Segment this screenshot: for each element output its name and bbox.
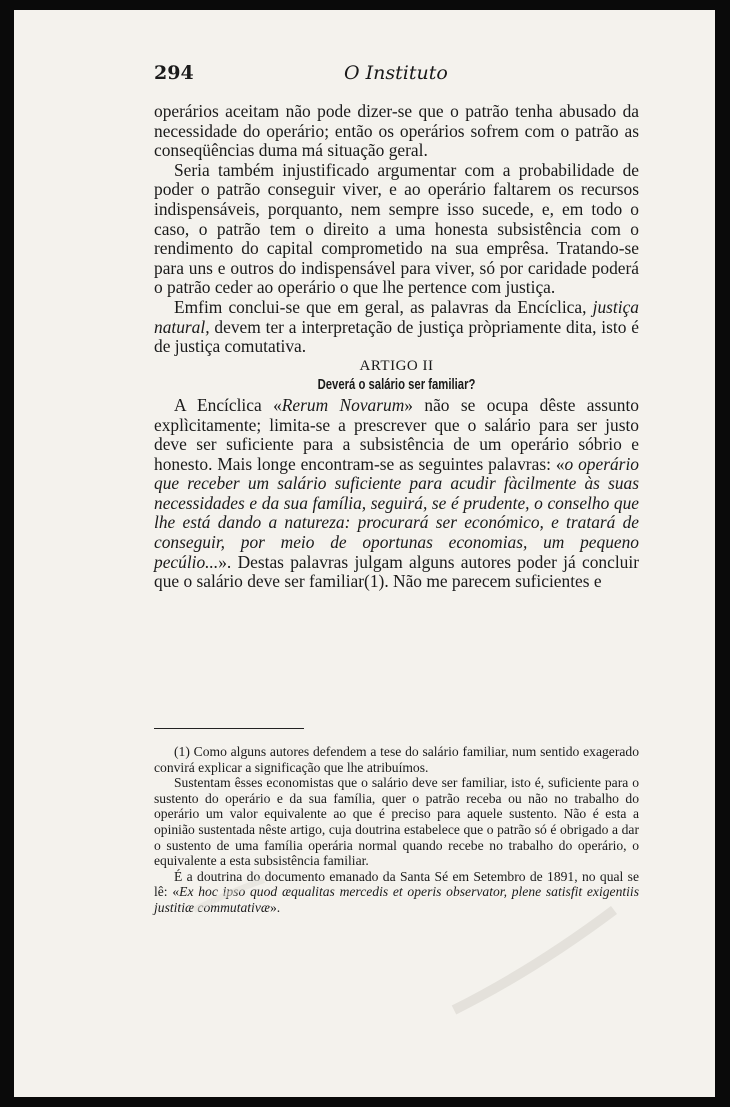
page-number: 294 [154, 62, 194, 84]
body-text [154, 102, 639, 592]
page-header [154, 62, 639, 86]
paragraph-text: ». Destas palavras julgam alguns autores poder já concluir que o salário deve ser familiar(1). Não me parecem suficientes e [154, 551, 639, 592]
italic-latin-quote: Ex hoc ipso quod æqualitas mercedis et operis observator, plene satisfit exigentiis justitiæ commutativæ [154, 884, 639, 915]
article-subtitle: Deverá o salário ser familiar? [317, 377, 476, 394]
paragraph-text: Emfim conclui-se que em geral, as palavras da Encíclica, [174, 296, 593, 317]
footnote-text: ». [269, 899, 281, 915]
paragraph-text: devem ter a interpretação de justiça pròpriamente dita, isto é de justiça comutativa. [154, 316, 639, 357]
running-title: O Instituto [344, 62, 448, 84]
scanned-page [14, 10, 715, 1097]
paragraph [154, 396, 639, 592]
italic-phrase: justiça natural, [154, 296, 639, 337]
paragraph-text: operários aceitam não pode dizer-se que o patrão tenha abusado da necessidade do operário; então os operários sofrem com o patrão as conseqüências duma má situação geral. [154, 101, 639, 161]
footnote [154, 869, 639, 916]
italic-phrase: Rerum Novarum [281, 394, 405, 415]
paragraph-continuation [154, 102, 639, 161]
footnote: Sustentam êsses economistas que o salário deve ser familiar, isto é, suficiente para o sustento do operário e da sua família, quer o patrão receba ou não no trabalho do operário um valor equivalente ao que é preciso para aquele sustento. Não é esta a opinião sustentada nêste artigo, cuja doutrina estabelece que o patrão só é obrigado a dar o sustento de uma família operária normal quando recebe no trabalho do operário, o equivalente a esta subsistência familiar. [154, 775, 639, 869]
paragraph-text: Seria também injustificado argumentar com a probabilidade de poder o patrão conseguir viver, e ao operário faltarem os recursos indispensáveis, porquanto, nem sempre isso sucede, e, em todo o caso, o patrão tem o direito a uma honesta subsistência com o rendimento do capital comprometido na sua emprêsa. Tratando-se para uns e outros do indispensável para viver, só por caridade poderá o patrão ceder ao operário o que lhe pertence com justiça. [154, 159, 639, 298]
italic-quote: o operário que receber um salário suficiente para acudir fàcilmente às suas necessidades e da sua família, seguirá, se é prudente, o conselho que lhe está dando a natureza: procurará ser económico, e tratará de conseguir, por meio de oportunas economias, um pequeno pecúlio... [154, 453, 639, 572]
paragraph [154, 298, 639, 357]
paragraph-text: » não se ocupa dêste assunto explìcitamente; limita-se a prescrever que o salário para ser justo deve ser suficiente para a subsistência de um operário sóbrio e honesto. Mais longe encontram-se as seguintes palavras: « [154, 394, 639, 474]
footnote: (1) Como alguns autores defendem a tese do salário familiar, num sentido exagerado convirá explicar a significação que lhe atribuímos. [154, 744, 639, 775]
paragraph [154, 161, 639, 298]
paragraph-text: A Encíclica « [174, 394, 282, 415]
footnote-divider [154, 728, 304, 729]
footnotes [154, 744, 639, 916]
footnote-text: É a doutrina do documento emanado da Santa Sé em Setembro de 1891, no qual se lê: « [154, 868, 639, 900]
article-heading: ARTIGO II [359, 357, 434, 374]
